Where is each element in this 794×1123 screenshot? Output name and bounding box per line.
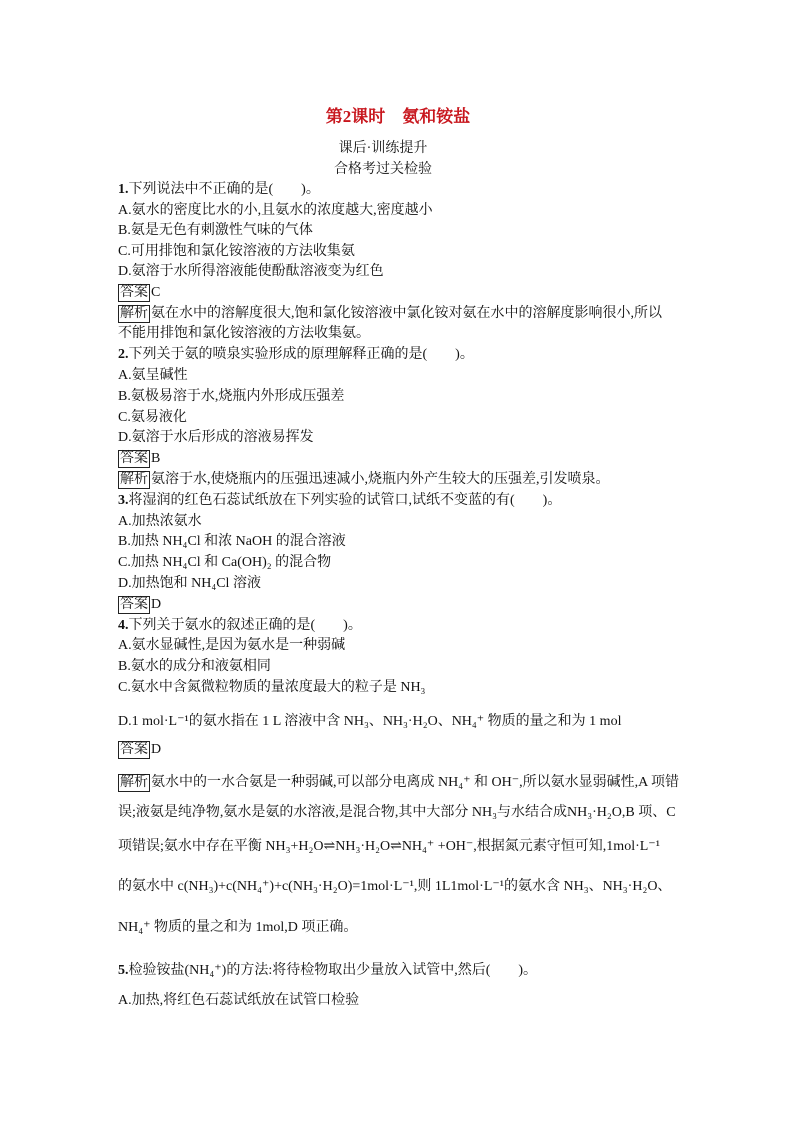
question-2-option-b: B.氨极易溶于水,烧瓶内外形成压强差 (118, 389, 345, 404)
question-3-option-b: B.加热 NH₄Cl 和浓 NaOH 的混合溶液 (118, 534, 346, 549)
analysis-text: 氨水中的一水合氨是一种弱碱,可以部分电离成 NH₄⁺ 和 OH⁻,所以氨水显弱碱性,A 项错 (151, 775, 679, 790)
question-4-stem (118, 618, 362, 634)
question-1-option-b: B.氨是无色有刺激性气味的气体 (118, 223, 313, 238)
question-2-option-a: A.氨呈碱性 (118, 368, 188, 383)
question-3-option-d: D.加热饱和 NH₄Cl 溶液 (118, 576, 261, 591)
answer-value: D (151, 597, 162, 612)
analysis-text: 氨溶于水,使烧瓶内的压强迅速减小,烧瓶内外产生较大的压强差,引发喷泉。 (151, 472, 610, 487)
question-4-analysis-line-4: 的氨水中 c(NH₃)+c(NH₄⁺)+c(NH₃·H₂O)=1mol·L⁻¹,则 1L1mol·L⁻¹的氨水含 NH₃、NH₃·H₂O、 (118, 879, 672, 894)
analysis-label: 解析 (120, 306, 148, 321)
section-heading: 合格考过关检验 (334, 162, 432, 177)
question-4-analysis-line-2: 误;液氨是纯净物,氨水是氨的水溶液,是混合物,其中大部分 NH₃与水结合成NH₃·H₂O,B 项、C (118, 805, 676, 820)
question-number: 2. (118, 347, 129, 362)
question-text: 下列关于氨水的叙述正确的是( )。 (128, 618, 362, 633)
question-4-analysis-line-3: 项错误;氨水中存在平衡 NH₃+H₂O⇌NH₃·H₂O⇌NH₄⁺ +OH⁻,根据氮元素守恒可知,1mol·L⁻¹ (118, 839, 660, 854)
question-1-option-c: C.可用排饱和氯化铵溶液的方法收集氨 (118, 244, 355, 259)
question-1-analysis-line-2: 不能用排饱和氯化铵溶液的方法收集氨。 (118, 326, 370, 341)
question-4-option-c: C.氨水中含氮微粒物质的量浓度最大的粒子是 NH₃ (118, 680, 426, 695)
question-text: 将湿润的红色石蕊试纸放在下列实验的试管口,试纸不变蓝的有( )。 (128, 493, 562, 508)
question-4-option-b: B.氨水的成分和液氨相同 (118, 659, 271, 674)
question-3-option-a: A.加热浓氨水 (118, 514, 202, 529)
question-5-option-a: A.加热,将红色石蕊试纸放在试管口检验 (118, 993, 360, 1008)
question-number: 3. (118, 493, 129, 508)
question-text: 下列关于氨的喷泉实验形成的原理解释正确的是( )。 (128, 347, 474, 362)
question-2-answer (118, 450, 160, 468)
question-4-analysis-line-1 (118, 774, 679, 792)
question-2-stem (118, 347, 474, 363)
answer-label: 答案 (120, 285, 148, 300)
question-number: 4. (118, 618, 129, 633)
analysis-label: 解析 (120, 775, 148, 790)
question-text: 检验铵盐(NH₄⁺)的方法:将待检物取出少量放入试管中,然后( )。 (128, 963, 538, 978)
answer-label: 答案 (120, 597, 148, 612)
question-4-answer (118, 741, 161, 759)
question-2-analysis-line-1 (118, 471, 610, 489)
analysis-label: 解析 (120, 472, 148, 487)
page-title: 第2课时 氨和铵盐 (325, 107, 471, 126)
question-4-option-a: A.氨水显碱性,是因为氨水是一种弱碱 (118, 638, 346, 653)
question-3-stem (118, 493, 561, 509)
question-number: 1. (118, 182, 129, 197)
question-1-analysis-line-1 (118, 305, 662, 323)
question-1-stem (118, 182, 320, 198)
question-4-analysis-line-5: NH₄⁺ 物质的量之和为 1mol,D 项正确。 (118, 920, 358, 935)
question-text: 下列说法中不正确的是( )。 (128, 182, 320, 197)
question-3-option-c: C.加热 NH₄Cl 和 Ca(OH)₂ 的混合物 (118, 555, 332, 570)
question-2-option-c: C.氨易液化 (118, 410, 187, 425)
answer-value: D (151, 742, 162, 757)
question-1-option-a: A.氨水的密度比水的小,且氨水的浓度越大,密度越小 (118, 203, 433, 218)
question-1-option-d: D.氨溶于水所得溶液能使酚酞溶液变为红色 (118, 264, 384, 279)
answer-label: 答案 (120, 451, 148, 466)
answer-value: B (151, 451, 161, 466)
question-4-option-d: D.1 mol·L⁻¹的氨水指在 1 L 溶液中含 NH₃、NH₃·H₂O、NH₄⁺ 物质的量之和为 1 mol (118, 714, 622, 729)
question-3-answer (118, 596, 161, 614)
question-1-answer (118, 284, 160, 302)
question-2-option-d: D.氨溶于水后形成的溶液易挥发 (118, 430, 314, 445)
answer-label: 答案 (120, 742, 148, 757)
answer-value: C (151, 285, 161, 300)
page-subtitle: 课后·训练提升 (338, 141, 428, 156)
question-5-stem (118, 963, 537, 979)
question-number: 5. (118, 963, 129, 978)
analysis-text: 氨在水中的溶解度很大,饱和氯化铵溶液中氯化铵对氨在水中的溶解度影响很小,所以 (151, 306, 662, 321)
